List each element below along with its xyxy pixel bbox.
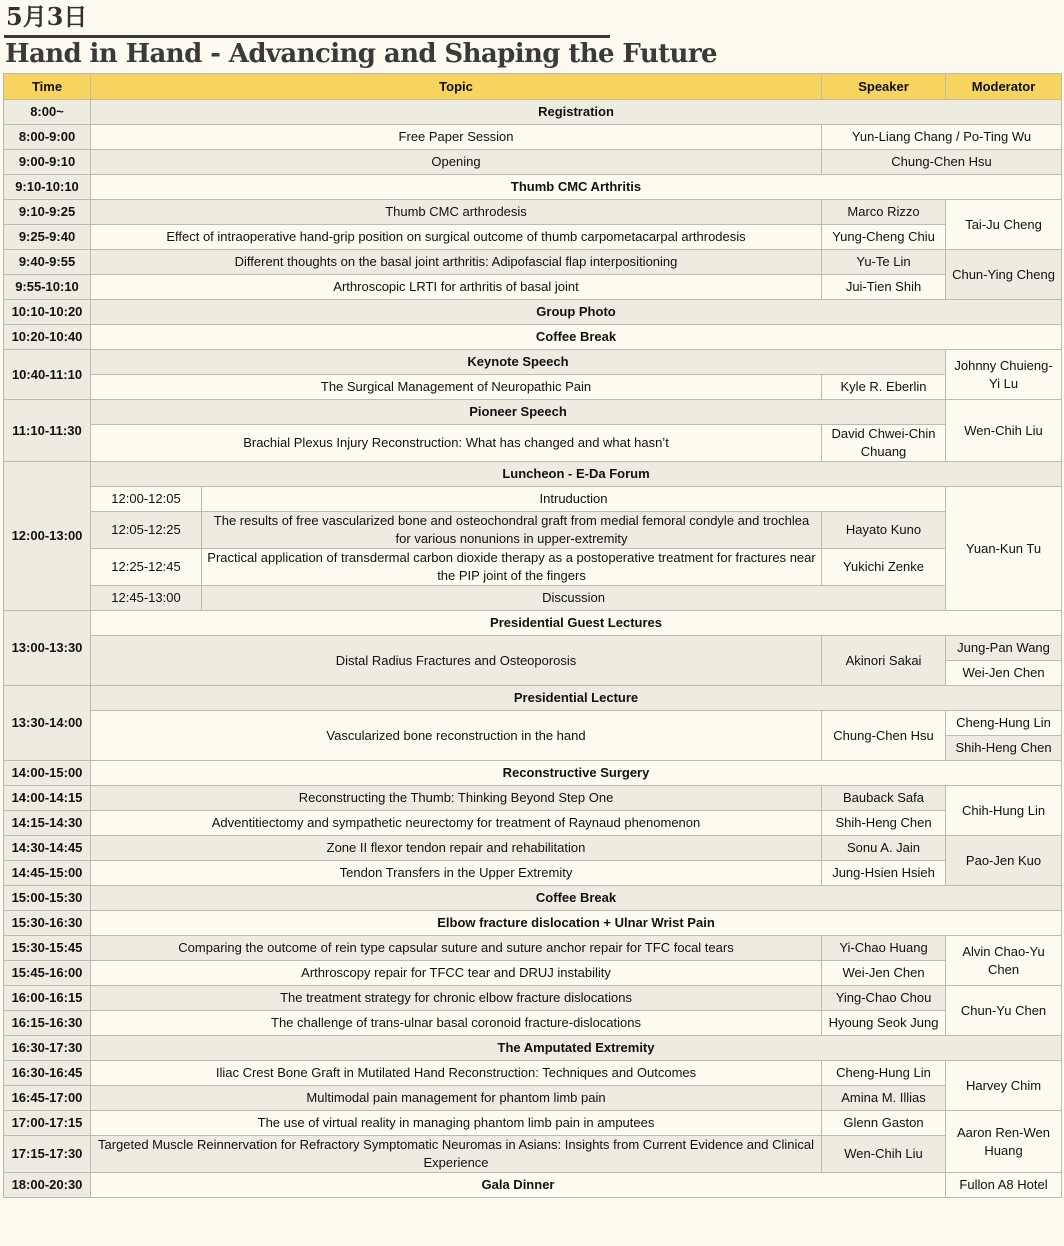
header-moderator: Moderator [946,74,1062,100]
time-cell: 9:10-10:10 [4,175,91,200]
speaker-cell: Chung-Chen Hsu [822,150,1062,175]
section-title: Registration [91,100,1062,125]
table-row [4,175,1062,200]
table-row [4,686,1062,711]
speaker-cell: Wei-Jen Chen [822,961,946,986]
header-time: Time [4,74,91,100]
topic-cell: Targeted Muscle Reinnervation for Refractory Symptomatic Neuromas in Asians: Insights from Current Evidence and Clinical Experience [91,1136,822,1173]
moderator-cell: Aaron Ren-Wen Huang [946,1111,1062,1173]
table-row [4,375,1062,400]
page-title: Hand in Hand - Advancing and Shaping the Future [5,39,717,69]
topic-cell: Discussion [202,586,946,611]
topic-cell: Vascularized bone reconstruction in the hand [91,711,822,761]
topic-cell: The treatment strategy for chronic elbow fracture dislocations [91,986,822,1011]
section-title: Pioneer Speech [91,400,946,425]
topic-cell: Different thoughts on the basal joint arthritis: Adipofascial flap interpositioning [91,250,822,275]
time-cell: 14:30-14:45 [4,836,91,861]
sub-time-cell: 12:00-12:05 [91,487,202,512]
table-row [4,911,1062,936]
time-cell: 16:30-16:45 [4,1061,91,1086]
table-row [4,711,1062,736]
time-cell: 10:10-10:20 [4,300,91,325]
moderator-cell: Chun-Ying Cheng [946,250,1062,300]
moderator-cell: Harvey Chim [946,1061,1062,1111]
table-row [4,836,1062,861]
moderator-cell: Wei-Jen Chen [946,661,1062,686]
topic-cell: The results of free vascularized bone and osteochondral graft from medial femoral condyle and trochlea for various nonunions in upper-extremity [202,512,822,549]
table-row [4,636,1062,661]
speaker-cell: Amina M. Illias [822,1086,946,1111]
table-row [4,462,1062,487]
sub-time-cell: 12:25-12:45 [91,549,202,586]
time-cell: 16:00-16:15 [4,986,91,1011]
time-cell: 9:55-10:10 [4,275,91,300]
time-cell: 9:00-9:10 [4,150,91,175]
moderator-cell: Cheng-Hung Lin [946,711,1062,736]
moderator-cell: Johnny Chuieng-Yi Lu [946,350,1062,400]
sub-time-cell: 12:05-12:25 [91,512,202,549]
topic-cell: Zone II flexor tendon repair and rehabilitation [91,836,822,861]
section-title: Keynote Speech [91,350,946,375]
speaker-cell: Yukichi Zenke [822,549,946,586]
time-cell: 16:15-16:30 [4,1011,91,1036]
topic-cell: Intruduction [202,487,946,512]
table-row [4,1011,1062,1036]
speaker-cell: Marco Rizzo [822,200,946,225]
speaker-cell: Hyoung Seok Jung [822,1011,946,1036]
time-cell: 17:15-17:30 [4,1136,91,1173]
moderator-cell: Shih-Heng Chen [946,736,1062,761]
table-row [4,350,1062,375]
speaker-cell: Jui-Tien Shih [822,275,946,300]
table-header-row [4,74,1062,100]
section-title: Luncheon - E-Da Forum [91,462,1062,487]
time-cell: 12:00-13:00 [4,462,91,611]
table-row [4,611,1062,636]
topic-cell: Reconstructing the Thumb: Thinking Beyond Step One [91,786,822,811]
topic-cell: Multimodal pain management for phantom limb pain [91,1086,822,1111]
table-row [4,275,1062,300]
moderator-cell: Tai-Ju Cheng [946,200,1062,250]
topic-cell: Comparing the outcome of rein type capsular suture and suture anchor repair for TFC focal tears [91,936,822,961]
section-title: The Amputated Extremity [91,1036,1062,1061]
table-row [4,549,1062,586]
time-cell: 14:00-14:15 [4,786,91,811]
speaker-cell: Jung-Hsien Hsieh [822,861,946,886]
table-row [4,225,1062,250]
table-row [4,100,1062,125]
page-header [0,0,1064,72]
topic-cell: The use of virtual reality in managing phantom limb pain in amputees [91,1111,822,1136]
header-speaker: Speaker [822,74,946,100]
time-cell: 9:25-9:40 [4,225,91,250]
table-row [4,886,1062,911]
speaker-cell: Kyle R. Eberlin [822,375,946,400]
table-row [4,1173,1062,1198]
time-cell: 11:10-11:30 [4,400,91,462]
time-cell: 18:00-20:30 [4,1173,91,1198]
moderator-cell: Chun-Yu Chen [946,986,1062,1036]
time-cell: 16:30-17:30 [4,1036,91,1061]
time-cell: 16:45-17:00 [4,1086,91,1111]
topic-cell: Adventitiectomy and sympathetic neurectomy for treatment of Raynaud phenomenon [91,811,822,836]
moderator-cell: Alvin Chao-Yu Chen [946,936,1062,986]
table-row [4,861,1062,886]
time-cell: 8:00-9:00 [4,125,91,150]
time-cell: 14:00-15:00 [4,761,91,786]
section-title: Thumb CMC Arthritis [91,175,1062,200]
topic-cell: Effect of intraoperative hand-grip position on surgical outcome of thumb carpometacarpal arthrodesis [91,225,822,250]
schedule-date: 5月3日 [6,2,88,31]
topic-cell: Arthroscopy repair for TFCC tear and DRUJ instability [91,961,822,986]
section-title: Coffee Break [91,325,1062,350]
topic-cell: Brachial Plexus Injury Reconstruction: What has changed and what hasn’t [91,425,822,462]
table-row [4,986,1062,1011]
header-topic: Topic [91,74,822,100]
table-row [4,125,1062,150]
table-row [4,1136,1062,1173]
topic-cell: Free Paper Session [91,125,822,150]
time-cell: 13:00-13:30 [4,611,91,686]
speaker-cell: Yung-Cheng Chiu [822,225,946,250]
schedule-table [3,73,1062,1198]
section-title: Presidential Lecture [91,686,1062,711]
section-title: Presidential Guest Lectures [91,611,1062,636]
time-cell: 9:40-9:55 [4,250,91,275]
time-cell: 15:00-15:30 [4,886,91,911]
section-title: Group Photo [91,300,1062,325]
topic-cell: Arthroscopic LRTI for arthritis of basal joint [91,275,822,300]
topic-cell: The Surgical Management of Neuropathic Pain [91,375,822,400]
topic-cell: Practical application of transdermal carbon dioxide therapy as a postoperative treatment for fractures near the PIP joint of the fingers [202,549,822,586]
time-cell: 14:45-15:00 [4,861,91,886]
table-row [4,425,1062,462]
time-cell: 17:00-17:15 [4,1111,91,1136]
table-row [4,961,1062,986]
moderator-cell: Yuan-Kun Tu [946,487,1062,611]
time-cell: 9:10-9:25 [4,200,91,225]
table-row [4,786,1062,811]
time-cell: 14:15-14:30 [4,811,91,836]
moderator-cell: Pao-Jen Kuo [946,836,1062,886]
section-title: Reconstructive Surgery [91,761,1062,786]
speaker-cell: Ying-Chao Chou [822,986,946,1011]
table-row [4,487,1062,512]
table-row [4,512,1062,549]
section-title: Coffee Break [91,886,1062,911]
time-cell: 8:00~ [4,100,91,125]
topic-cell: Tendon Transfers in the Upper Extremity [91,861,822,886]
topic-cell: Distal Radius Fractures and Osteoporosis [91,636,822,686]
speaker-cell: Yun-Liang Chang / Po-Ting Wu [822,125,1062,150]
time-cell: 15:45-16:00 [4,961,91,986]
table-row [4,325,1062,350]
time-cell: 15:30-16:30 [4,911,91,936]
speaker-cell: Hayato Kuno [822,512,946,549]
table-row [4,761,1062,786]
table-row [4,300,1062,325]
table-row [4,150,1062,175]
time-cell: 10:40-11:10 [4,350,91,400]
speaker-cell: Bauback Safa [822,786,946,811]
sub-time-cell: 12:45-13:00 [91,586,202,611]
table-row [4,400,1062,425]
moderator-cell: Fullon A8 Hotel [946,1173,1062,1198]
table-row [4,1111,1062,1136]
table-row [4,811,1062,836]
topic-cell: Thumb CMC arthrodesis [91,200,822,225]
speaker-cell: Glenn Gaston [822,1111,946,1136]
moderator-cell: Jung-Pan Wang [946,636,1062,661]
table-row [4,586,1062,611]
table-row [4,250,1062,275]
speaker-cell: Yi-Chao Huang [822,936,946,961]
table-row [4,200,1062,225]
table-row [4,936,1062,961]
section-title: Gala Dinner [91,1173,946,1198]
time-cell: 15:30-15:45 [4,936,91,961]
table-row [4,1086,1062,1111]
speaker-cell: Shih-Heng Chen [822,811,946,836]
time-cell: 10:20-10:40 [4,325,91,350]
table-row [4,1036,1062,1061]
section-title: Elbow fracture dislocation + Ulnar Wrist Pain [91,911,1062,936]
speaker-cell: Chung-Chen Hsu [822,711,946,761]
moderator-cell: Chih-Hung Lin [946,786,1062,836]
speaker-cell: Wen-Chih Liu [822,1136,946,1173]
moderator-cell: Wen-Chih Liu [946,400,1062,462]
speaker-cell: David Chwei-Chin Chuang [822,425,946,462]
speaker-cell: Cheng-Hung Lin [822,1061,946,1086]
topic-cell: Iliac Crest Bone Graft in Mutilated Hand Reconstruction: Techniques and Outcomes [91,1061,822,1086]
topic-cell: Opening [91,150,822,175]
speaker-cell: Yu-Te Lin [822,250,946,275]
speaker-cell: Sonu A. Jain [822,836,946,861]
topic-cell: The challenge of trans-ulnar basal coronoid fracture-dislocations [91,1011,822,1036]
speaker-cell: Akinori Sakai [822,636,946,686]
table-row [4,1061,1062,1086]
time-cell: 13:30-14:00 [4,686,91,761]
